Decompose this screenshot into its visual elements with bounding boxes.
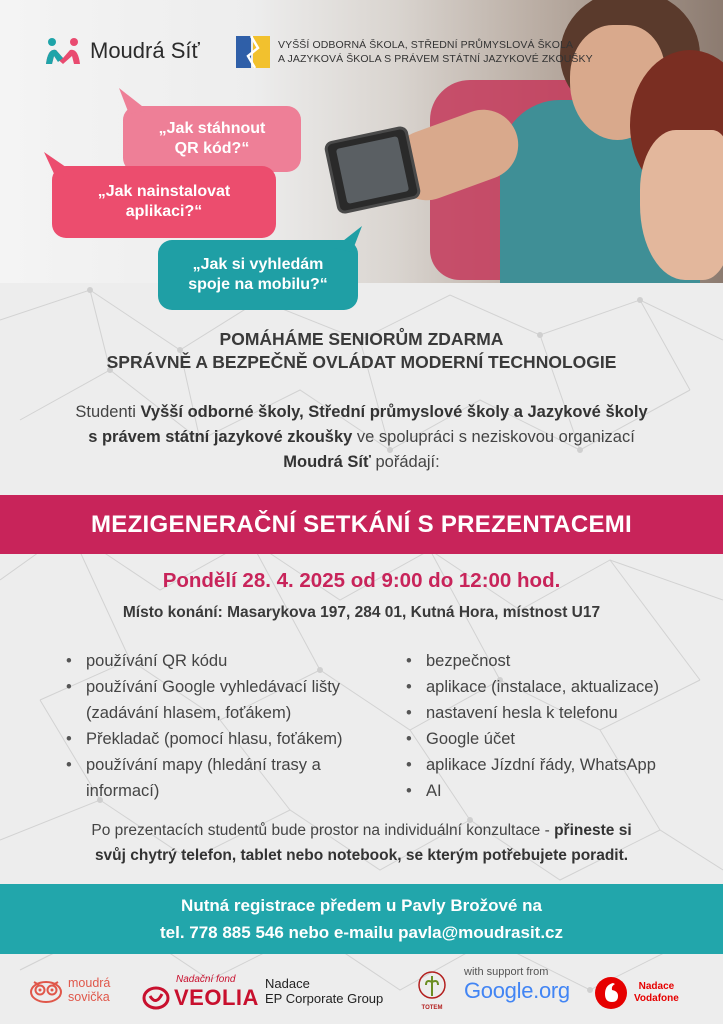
closing-paragraph: Po prezentacích studentů bude prostor na individuální konzultace - přineste si svůj chytrý telefon, tablet nebo notebook, se kterým potřebujete poradit. xyxy=(91,822,632,864)
registration-banner xyxy=(0,884,723,954)
moudra-sovicka-logo: moudrá sovička xyxy=(30,976,110,1004)
school-name-line1: VYŠŠÍ ODBORNÁ ŠKOLA, STŘEDNÍ PRŮMYSLOVÁ ŠKOLA xyxy=(278,39,574,51)
event-title: MEZIGENERAČNÍ SETKÁNÍ S PREZENTACEMI xyxy=(90,510,633,538)
school-name-line2: A JAZYKOVÁ ŠKOLA S PRÁVEM STÁTNÍ JAZYKOVÉ ZKOUŠKY xyxy=(278,53,593,65)
list-item: • Google účet xyxy=(404,726,704,752)
nadace-ep-logo: Nadace EP Corporate Group xyxy=(265,976,384,1006)
topics-list-left xyxy=(64,648,394,804)
photo-smartphone xyxy=(323,125,422,215)
list-item: • aplikace (instalace, aktualizace) xyxy=(404,674,704,700)
list-item: • bezpečnost xyxy=(404,648,704,674)
totem-tree-icon xyxy=(417,970,447,1000)
topics-list-right xyxy=(404,648,704,804)
speech-bubble-qr: „Jak stáhnout QR kód?“ xyxy=(123,106,301,172)
list-item: • AI xyxy=(404,778,704,804)
list-item: • Překladač (pomocí hlasu, foťákem) xyxy=(64,726,394,752)
list-item: • používání QR kódu xyxy=(64,648,394,674)
totem-logo: TOTEM xyxy=(414,970,450,1011)
nadace-vodafone-logo: Nadace Vodafone xyxy=(594,976,679,1010)
school-emblem-icon xyxy=(236,34,270,70)
list-item: • používání mapy (hledání trasy a informací) xyxy=(64,752,394,804)
event-date: Pondělí 28. 4. 2025 od 9:00 do 12:00 hod. xyxy=(162,569,561,592)
veolia-swirl-icon xyxy=(142,986,170,1010)
owl-icon xyxy=(30,977,62,1003)
list-item: • používání Google vyhledávací lišty (zadávání hlasem, foťákem) xyxy=(64,674,394,726)
sponsor-logos xyxy=(0,960,723,1024)
event-title-banner xyxy=(0,495,723,554)
list-item: • aplikace Jízdní řády, WhatsApp xyxy=(404,752,704,778)
moudra-sit-people-icon xyxy=(44,36,82,66)
registration-line1: Nutná registrace předem u Pavly Brožové na xyxy=(181,896,542,915)
list-item: • nastavení hesla k telefonu xyxy=(404,700,704,726)
intro-paragraph: Studenti Vyšší odborné školy, Střední průmyslové školy a Jazykové školy s právem státní jazykové zkoušky ve spolupráci s neziskovou organizací Moudrá Síť pořádají: xyxy=(75,403,648,471)
google-org-logo: with support from Google.org xyxy=(464,966,570,1003)
school-logo xyxy=(236,34,593,70)
registration-contact[interactable]: tel. 778 885 546 nebo e-mailu pavla@moudrasit.cz xyxy=(159,923,564,942)
speech-bubble-transit: „Jak si vyhledám spoje na mobilu?“ xyxy=(158,240,358,310)
moudra-sit-logo xyxy=(44,36,200,66)
vodafone-speechmark-icon xyxy=(594,976,628,1010)
event-place: Místo konání: Masarykova 197, 284 01, Kutná Hora, místnost U17 xyxy=(122,604,601,621)
moudra-sit-name: Moudrá Síť xyxy=(90,38,200,63)
headline: POMÁHÁME SENIORŮM ZDARMA SPRÁVNĚ A BEZPEČNĚ OVLÁDAT MODERNÍ TECHNOLOGIE xyxy=(106,329,617,372)
veolia-logo: Nadační fond VEOLIA xyxy=(142,974,259,1011)
speech-bubble-install: „Jak nainstalovat aplikaci?“ xyxy=(52,166,276,238)
